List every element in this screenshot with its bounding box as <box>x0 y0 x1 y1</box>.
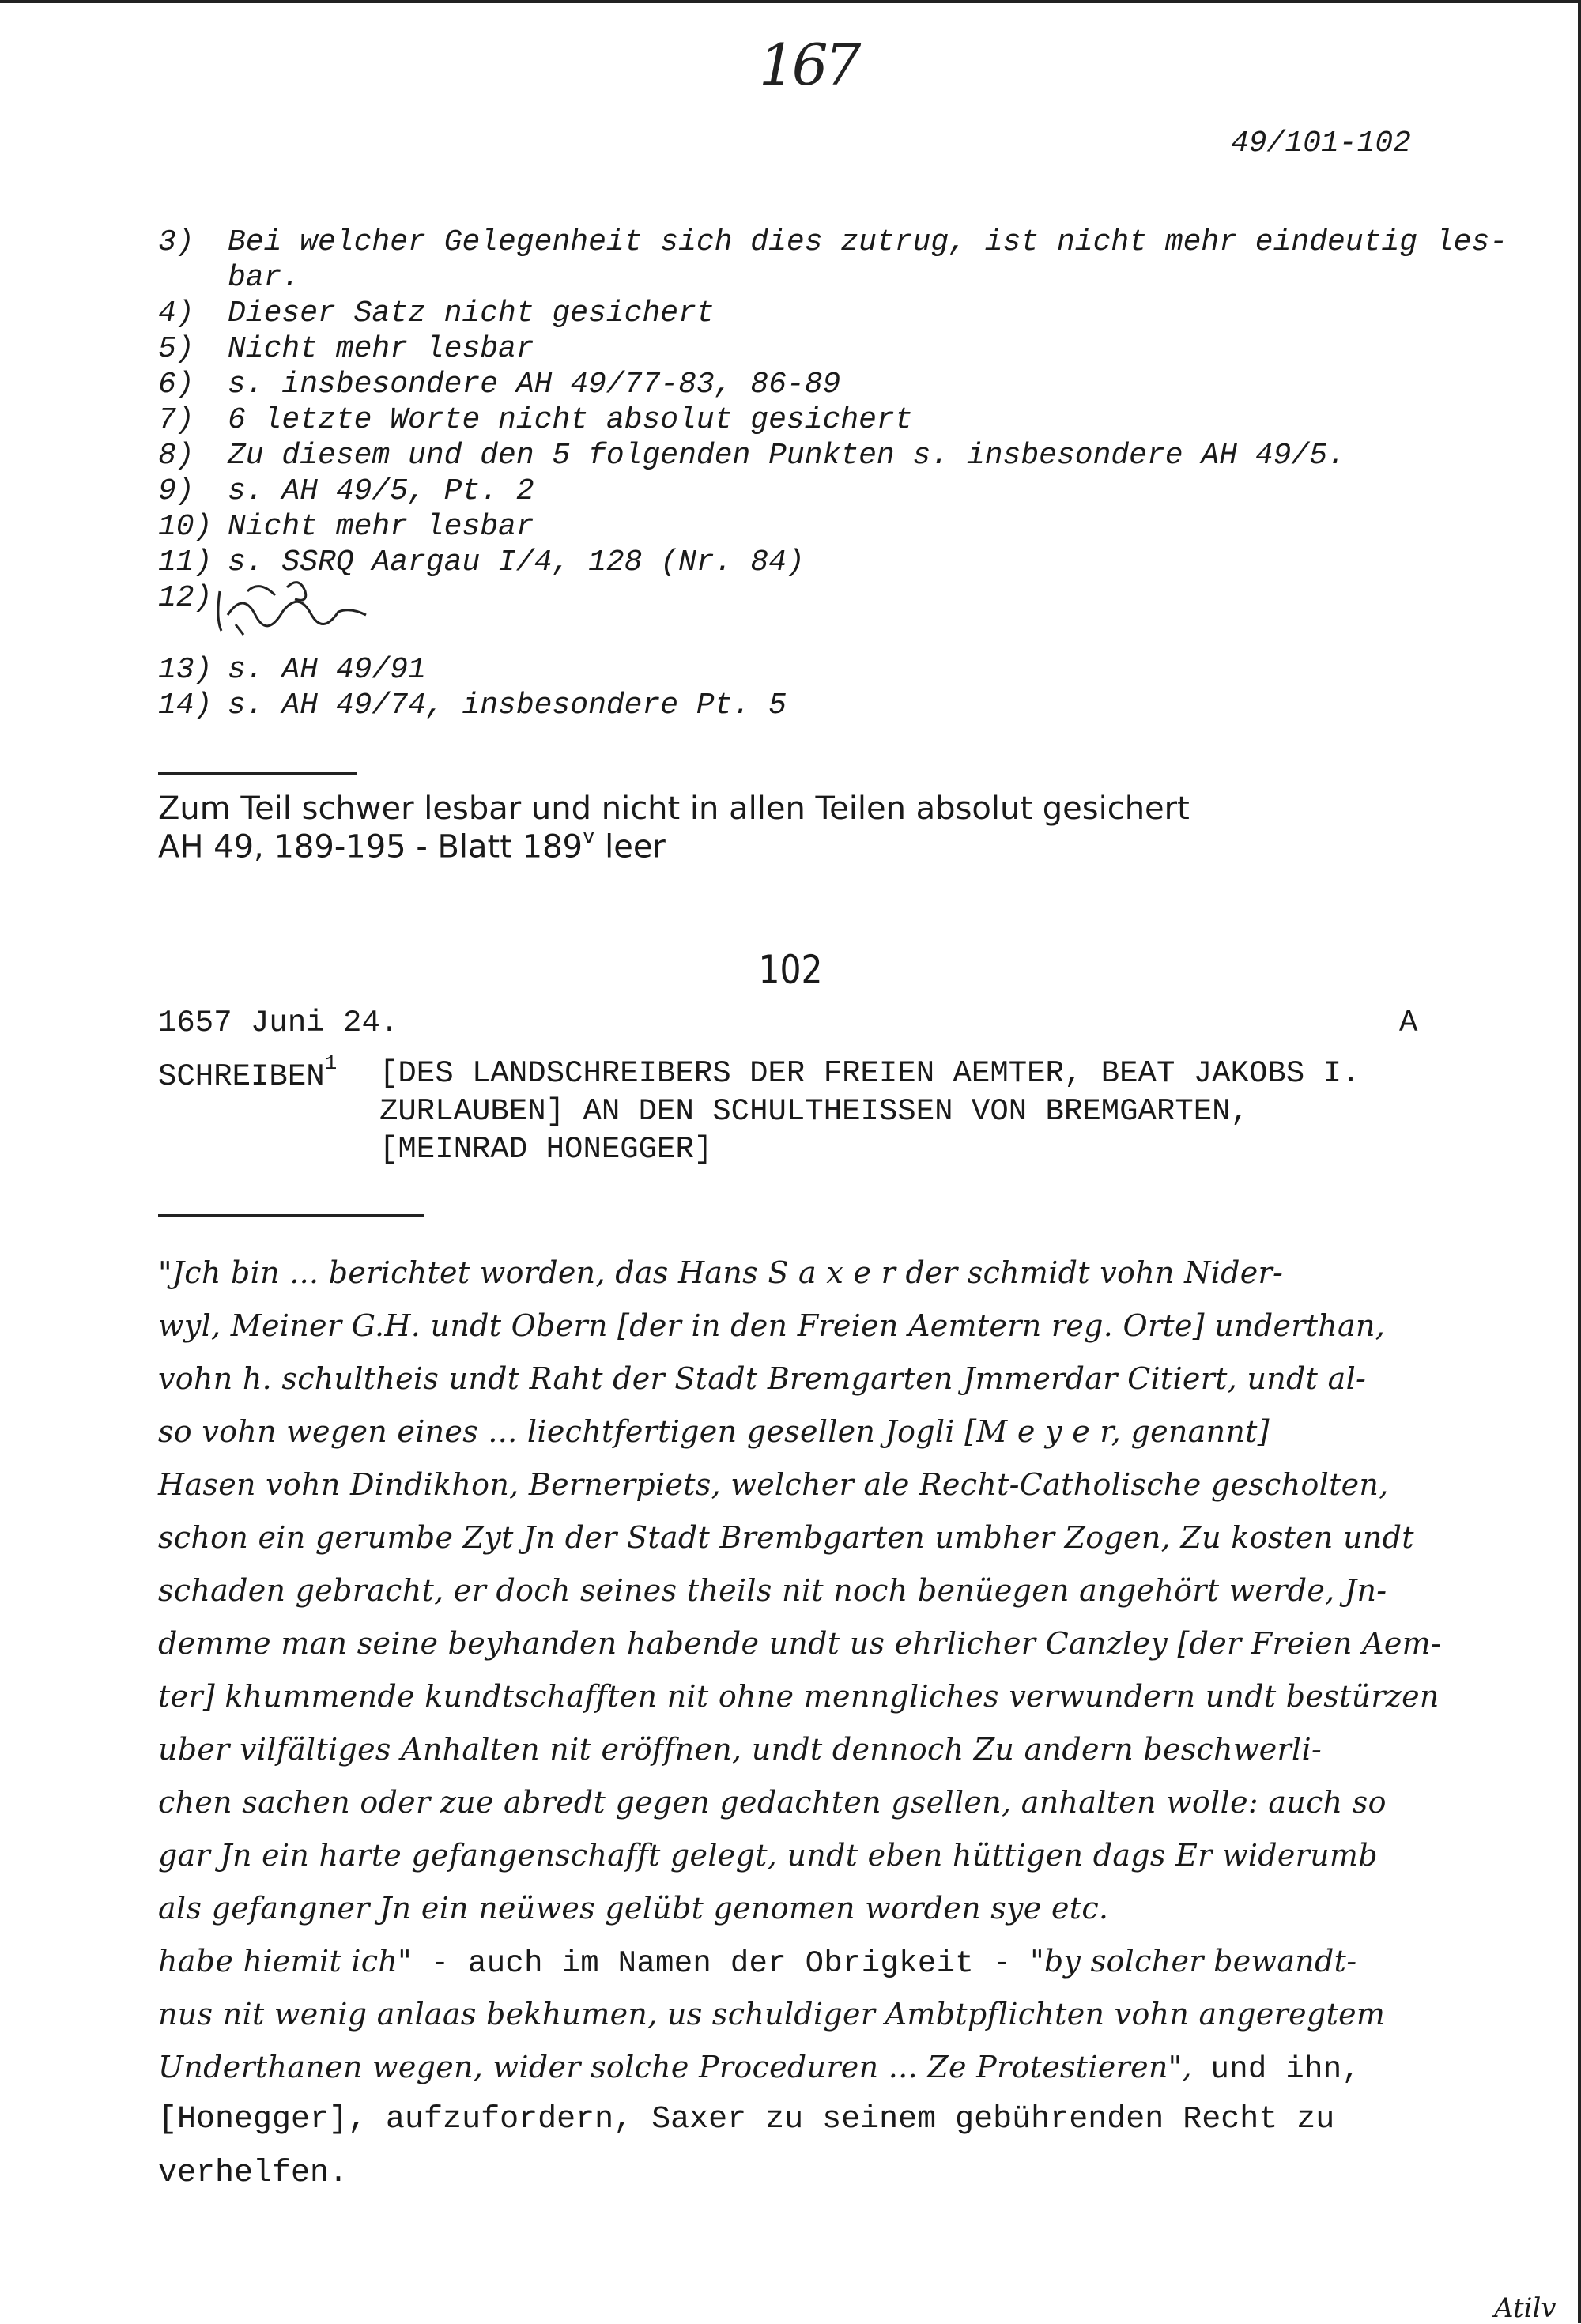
divider <box>158 1214 424 1217</box>
body-line: schaden gebracht, er doch seines theils nit noch benüegen angehört werde, Jn- <box>158 1573 1387 1608</box>
footnote: 8) Zu diesem und den 5 folgenden Punkten s. insbesondere AH 49/5. <box>158 439 1345 473</box>
footnote: 9) s. AH 49/5, Pt. 2 <box>158 474 534 508</box>
document-title: [MEINRAD HONEGGER] <box>379 1132 713 1167</box>
body-line: als gefangner Jn ein neüwes gelübt genomen worden sye etc. <box>158 1891 1109 1926</box>
footnote: 14) s. AH 49/74, insbesondere Pt. 5 <box>158 689 787 722</box>
body-line: demme man seine beyhanden habende undt us ehrlicher Canzley [der Freien Aem- <box>158 1626 1442 1661</box>
document-number: 102 <box>758 947 823 993</box>
footnote-continuation: bar. <box>228 261 300 295</box>
handwritten-scribble-icon <box>212 575 378 647</box>
page-border-right <box>1578 0 1581 2323</box>
footnote: 6) s. insbesondere AH 49/77-83, 86-89 <box>158 368 841 402</box>
document-grade: A <box>1399 1005 1418 1040</box>
body-line: so vohn wegen eines ... liechtfertigen gesellen Jogli [M e y e r, genannt] <box>158 1414 1270 1449</box>
document-date: 1657 Juni 24. <box>158 1005 399 1040</box>
body-line: Underthanen wegen, wider solche Proceduren ... Ze Protestieren", und ihn, <box>158 2050 1361 2087</box>
body-line: Hasen vohn Dindikhon, Bernerpiets, welcher ale Recht-Catholische gescholten, <box>158 1467 1389 1502</box>
handwritten-footer-mark: Atilv <box>1494 2292 1556 2324</box>
body-line: schon ein gerumbe Zyt Jn der Stadt Brembgarten umbher Zogen, Zu kosten undt <box>158 1520 1414 1555</box>
footnote: 13) s. AH 49/91 <box>158 653 426 687</box>
document-title: [DES LANDSCHREIBERS DER FREIEN AEMTER, BEAT JAKOBS I. <box>379 1056 1360 1091</box>
body-line: nus nit wenig anlaas bekhumen, us schuldiger Ambtpflichten vohn angeregtem <box>158 1997 1386 2032</box>
archive-reference: 49/101-102 <box>1230 126 1411 160</box>
footnote: 4) Dieser Satz nicht gesichert <box>158 296 715 330</box>
summary-note: Zum Teil schwer lesbar und nicht in allen Teilen absolut gesichert <box>158 790 1190 827</box>
divider <box>158 772 357 775</box>
body-line: "Jch bin ... berichtet worden, das Hans S a x e r der schmidt vohn Nider- <box>158 1255 1284 1290</box>
body-line: ter] khummende kundtschafften nit ohne menngliches verwundern undt bestürzen <box>158 1679 1440 1714</box>
footnote: 10) Nicht mehr lesbar <box>158 510 534 544</box>
body-line: vohn h. schultheis undt Raht der Stadt Bremgarten Jmmerdar Citiert, undt al- <box>158 1361 1367 1396</box>
footnote: 7) 6 letzte Worte nicht absolut gesichert <box>158 403 913 437</box>
footnote: 5) Nicht mehr lesbar <box>158 332 534 366</box>
document-title: ZURLAUBEN] AN DEN SCHULTHEISSEN VON BREMGARTEN, <box>379 1094 1249 1129</box>
body-line: habe hiemit ich" - auch im Namen der Obrigkeit - "by solcher bewandt- <box>158 1944 1357 1981</box>
body-line: chen sachen oder zue abredt gegen gedachten gsellen, anhalten wolle: auch so <box>158 1785 1387 1820</box>
body-line: gar Jn ein harte gefangenschafft gelegt, undt eben hüttigen dags Er widerumb <box>158 1838 1378 1873</box>
body-line: verhelfen. <box>158 2156 349 2191</box>
footnote: 12) <box>158 581 213 615</box>
summary-source: AH 49, 189-195 - Blatt 189$^v$ leer <box>158 824 666 866</box>
body-line: uber vilfältiges Anhalten nit eröffnen, undt dennoch Zu andern beschwerli- <box>158 1732 1323 1767</box>
footnote: 3) Bei welcher Gelegenheit sich dies zutrug, ist nicht mehr eindeutig les- <box>158 225 1508 259</box>
body-line: wyl, Meiner G.H. undt Obern [der in den Freien Aemtern reg. Orte] underthan, <box>158 1308 1386 1343</box>
footnote: 11) s. SSRQ Aargau I/4, 128 (Nr. 84) <box>158 545 805 579</box>
body-line: [Honegger], aufzufordern, Saxer zu seinem gebührenden Recht zu <box>158 2102 1335 2137</box>
handwritten-page-number: 167 <box>759 32 858 98</box>
page-border-top <box>0 0 1581 3</box>
document-title-label: SCHREIBEN$^1$ <box>158 1051 338 1094</box>
